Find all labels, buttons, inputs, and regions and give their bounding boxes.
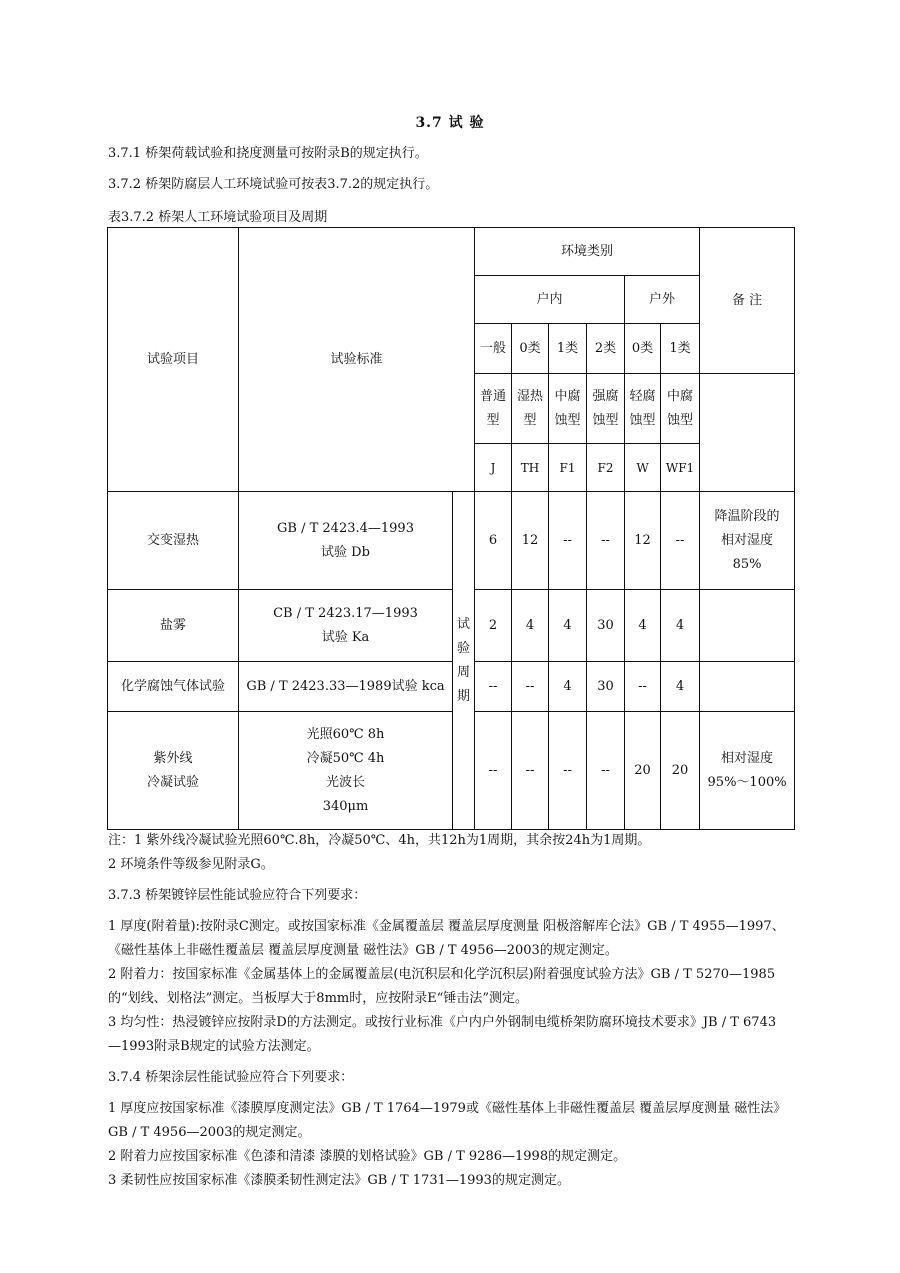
- table-note-1: 注：1 紫外线冷凝试验光照60℃.8h，冷凝50℃、4h，共12h为1周期，其余按24h为1周期。: [108, 833, 651, 848]
- row-item: 紫外线 冷凝试验: [108, 712, 239, 830]
- table-row: [108, 662, 795, 712]
- value-cell: 20: [625, 712, 661, 830]
- value-cell: 4: [549, 662, 587, 712]
- value-cell: --: [549, 492, 587, 590]
- type-cell: 轻腐 蚀型: [625, 374, 661, 444]
- type-cell: 强腐 蚀型: [587, 374, 625, 444]
- value-cell: --: [625, 662, 661, 712]
- header-test-standard: 试验标准: [239, 228, 475, 492]
- clause-3-7-3-item-1: 1 厚度(附着量):按附录C测定。或按国家标准《金属覆盖层 覆盖层厚度测量 阳极溶解库仑法》GB / T 4955—1997、: [108, 919, 785, 934]
- clause-3-7-4-heading: 3.7.4 桥架涂层性能试验应符合下列要求：: [108, 1070, 354, 1085]
- table-row: [108, 712, 795, 830]
- clause-3-7-3-heading: 3.7.3 桥架镀锌层性能试验应符合下列要求：: [108, 888, 367, 903]
- header-outdoor: 户外: [625, 276, 700, 324]
- value-cell: 4: [661, 662, 700, 712]
- value-cell: 30: [587, 662, 625, 712]
- value-cell: 12: [512, 492, 549, 590]
- environment-test-table: [107, 227, 795, 830]
- row-standard: 光照60℃ 8h 冷凝50℃ 4h 光波长 340μm: [239, 712, 453, 830]
- grade-cell: 0类: [512, 324, 549, 374]
- value-cell: --: [587, 712, 625, 830]
- value-cell: 12: [625, 492, 661, 590]
- value-cell: 2: [475, 590, 512, 662]
- clause-3-7-3-item-3-cont: —1993附录B规定的试验方法测定。: [108, 1039, 320, 1054]
- type-cell: 普通 型: [475, 374, 512, 444]
- table-caption: 表3.7.2 桥架人工环境试验项目及周期: [108, 210, 328, 225]
- row-standard: GB / T 2423.33—1989试验 kca: [239, 662, 453, 712]
- code-cell: F1: [549, 444, 587, 492]
- value-cell: 4: [661, 590, 700, 662]
- clause-3-7-4-item-1: 1 厚度应按国家标准《漆膜厚度测定法》GB / T 1764—1979或《磁性基体上非磁性覆盖层 覆盖层厚度测量 磁性法》: [108, 1101, 787, 1116]
- clause-3-7-4-item-1-cont: GB / T 4956—2003的规定测定。: [108, 1125, 311, 1140]
- clause-3-7-4-item-2: 2 附着力应按国家标准《色漆和清漆 漆膜的划格试验》GB / T 9286—1998的规定测定。: [108, 1149, 627, 1164]
- row-item: 盐雾: [108, 590, 239, 662]
- clause-3-7-3-item-1-cont: 《磁性基体上非磁性覆盖层 覆盖层厚度测量 磁性法》GB / T 4956—2003的规定测定。: [108, 943, 618, 958]
- value-cell: --: [475, 712, 512, 830]
- test-cycle-label: 试 验 周 期: [453, 492, 475, 830]
- clause-3-7-2: 3.7.2 桥架防腐层人工环境试验可按表3.7.2的规定执行。: [108, 177, 439, 192]
- section-title: 3.7 试 验: [415, 115, 485, 131]
- clause-3-7-3-item-2-cont: 的“划线、划格法”测定。当板厚大于8mm时，应按附录E“锤击法”测定。: [108, 991, 528, 1006]
- row-item: 化学腐蚀气体试验: [108, 662, 239, 712]
- value-cell: 4: [549, 590, 587, 662]
- value-cell: --: [475, 662, 512, 712]
- value-cell: 4: [512, 590, 549, 662]
- table-row: [108, 492, 795, 590]
- value-cell: --: [512, 662, 549, 712]
- header-remark: 备 注: [700, 228, 795, 374]
- row-remark: 降温阶段的 相对湿度 85%: [700, 492, 795, 590]
- grade-cell: 一般: [475, 324, 512, 374]
- value-cell: --: [661, 492, 700, 590]
- row-item: 交变湿热: [108, 492, 239, 590]
- row-remark: [700, 590, 795, 662]
- code-cell: J: [475, 444, 512, 492]
- code-cell: W: [625, 444, 661, 492]
- grade-cell: 0类: [625, 324, 661, 374]
- grade-cell: 1类: [661, 324, 700, 374]
- table-note-2: 2 环境条件等级参见附录G。: [108, 857, 274, 872]
- value-cell: 20: [661, 712, 700, 830]
- type-cell: 中腐 蚀型: [661, 374, 700, 444]
- clause-3-7-4-item-3: 3 柔韧性应按国家标准《漆膜柔韧性测定法》GB / T 1731—1993的规定测定。: [108, 1173, 570, 1188]
- value-cell: 4: [625, 590, 661, 662]
- row-standard: GB / T 2423.4—1993 试验 Db: [239, 492, 453, 590]
- table-row: [108, 590, 795, 662]
- value-cell: --: [512, 712, 549, 830]
- row-remark: [700, 662, 795, 712]
- grade-cell: 2类: [587, 324, 625, 374]
- header-indoor: 户内: [475, 276, 625, 324]
- clause-3-7-1: 3.7.1 桥架荷载试验和挠度测量可按附录B的规定执行。: [108, 146, 428, 161]
- code-cell: TH: [512, 444, 549, 492]
- type-cell: 湿热 型: [512, 374, 549, 444]
- grade-cell: 1类: [549, 324, 587, 374]
- type-cell: 中腐 蚀型: [549, 374, 587, 444]
- header-environment-category: 环境类别: [475, 228, 700, 276]
- row-standard: CB / T 2423.17—1993 试验 Ka: [239, 590, 453, 662]
- value-cell: 30: [587, 590, 625, 662]
- header-test-item: 试验项目: [108, 228, 239, 492]
- clause-3-7-3-item-2: 2 附着力：按国家标准《金属基体上的金属覆盖层(电沉积层和化学沉积层)附着强度试验方法》GB / T 5270—1985: [108, 967, 776, 982]
- clause-3-7-3-item-3: 3 均匀性：热浸镀锌应按附录D的方法测定。或按行业标准《户内户外钢制电缆桥架防腐环境技术要求》JB / T 6743: [108, 1015, 777, 1030]
- code-cell: WF1: [661, 444, 700, 492]
- value-cell: 6: [475, 492, 512, 590]
- remark-header-empty: [700, 374, 795, 492]
- code-cell: F2: [587, 444, 625, 492]
- value-cell: --: [587, 492, 625, 590]
- value-cell: --: [549, 712, 587, 830]
- row-remark: 相对湿度 95%～100%: [700, 712, 795, 830]
